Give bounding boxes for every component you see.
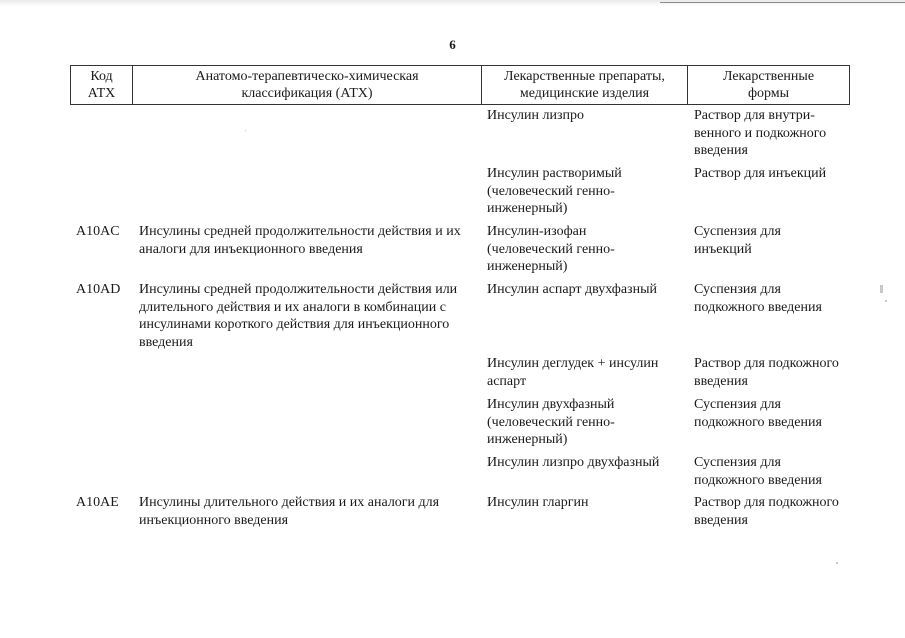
- classification-cell: Инсулины средней продолжительности действия или длительного действия и их аналоги в комбинации с инсулинами короткого действия для инъекционного введения: [139, 282, 458, 350]
- drug-cell: Инсулин двухфазный (человеческий генно-инженерный): [487, 397, 615, 447]
- drug-cell: Инсулин аспарт двухфазный: [487, 282, 657, 297]
- drug-cell: Инсулин лизпро двухфазный: [487, 455, 660, 470]
- scan-edge-shadow: [0, 0, 905, 6]
- scan-speck: [245, 130, 246, 131]
- code-cell: A10AD: [76, 282, 121, 297]
- form-cell: Суспензия для инъекций: [694, 224, 781, 257]
- scan-speck: [885, 300, 887, 302]
- form-cell: Раствор для внутри-венного и подкожного введения: [694, 108, 827, 158]
- form-cell: Суспензия для подкожного введения: [694, 455, 822, 488]
- header-forms-text: Лекарственные формы: [722, 69, 815, 101]
- page-number: 6: [449, 37, 456, 52]
- drug-cell: Инсулин деглудек + инсулин аспарт: [487, 356, 659, 389]
- header-drugs: [481, 65, 687, 105]
- scan-speck: [880, 285, 883, 293]
- header-classification: [132, 65, 481, 105]
- scan-edge-line: [660, 2, 905, 3]
- form-cell: Раствор для инъекций: [694, 166, 827, 181]
- header-forms: [687, 65, 850, 105]
- header-code-text: Код АТХ: [87, 69, 116, 101]
- form-cell: Суспензия для подкожного введения: [694, 282, 822, 315]
- header-classification-text: Анатомо-терапевтическо-химическая классификация (АТХ): [195, 69, 419, 101]
- drug-cell: Инсулин гларгин: [487, 495, 589, 510]
- form-cell: Суспензия для подкожного введения: [694, 397, 822, 430]
- classification-cell: Инсулины длительного действия и их аналоги для инъекционного введения: [139, 495, 440, 528]
- header-drugs-text: Лекарственные препараты, медицинские изделия: [504, 69, 665, 101]
- code-cell: A10AC: [76, 224, 120, 239]
- form-cell: Раствор для подкожного введения: [694, 495, 839, 528]
- form-cell: Раствор для подкожного введения: [694, 356, 839, 389]
- header-code: [70, 65, 132, 105]
- scan-speck: [836, 562, 838, 564]
- code-cell: A10AE: [76, 495, 119, 510]
- classification-cell: Инсулины средней продолжительности действия и их аналоги для инъекционного введения: [139, 224, 461, 257]
- drug-cell: Инсулин растворимый (человеческий генно-инженерный): [487, 166, 622, 216]
- drug-cell: Инсулин-изофан (человеческий генно-инженерный): [487, 224, 615, 274]
- drug-cell: Инсулин лизпро: [487, 108, 584, 123]
